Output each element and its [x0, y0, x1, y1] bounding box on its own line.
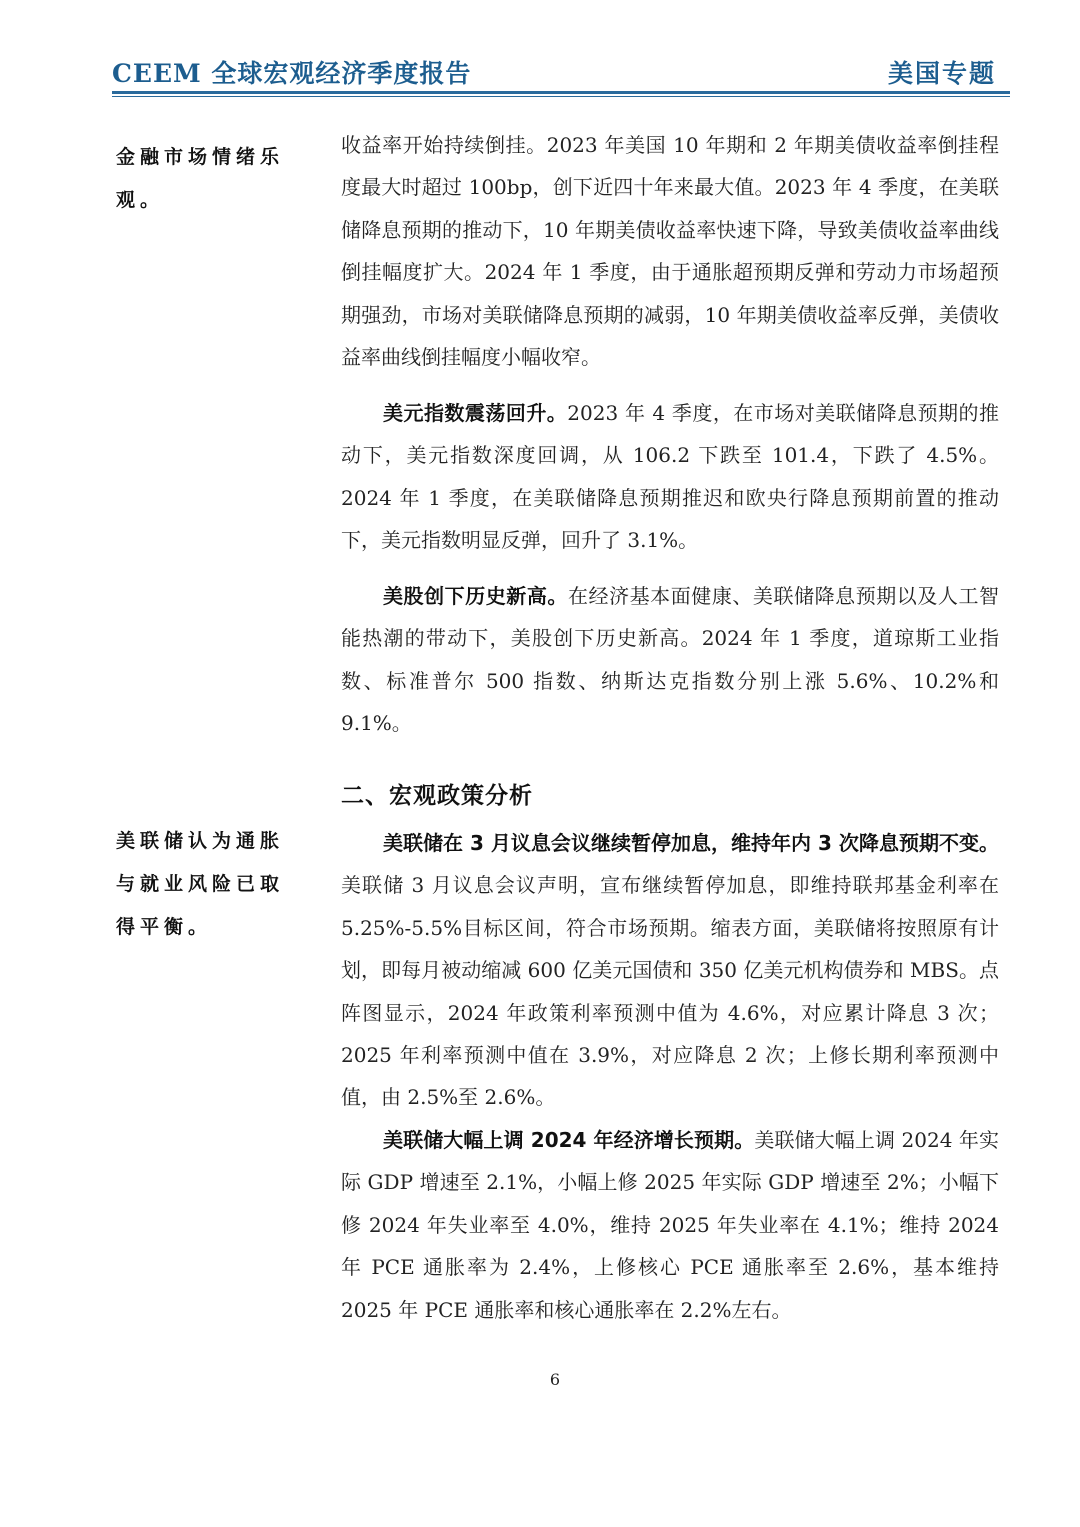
report-topic: 美国专题 — [887, 59, 996, 88]
page-number: 6 — [549, 1370, 561, 1389]
sidenote-market-sentiment: 金融市场情绪乐观。 — [116, 146, 285, 211]
paragraph-lead: 美元指数震荡回升。 — [383, 401, 568, 425]
paragraph-dollar-index: 美元指数震荡回升。2023 年 4 季度，在市场对美联储降息预期的推动下，美元指数深度回调，从 106.2 下跌至 101.4，下跌了 4.5%。2024 年 1 季度，在美联储降息预期推迟和欧央行降息预期前置的推动下，美元指数明显反弹，回升了 3.1%。 — [341, 401, 999, 553]
paragraph-lead: 美股创下历史新高。 — [383, 584, 568, 608]
paragraph-lead: 美联储大幅上调 2024 年经济增长预期。 — [383, 1128, 755, 1152]
section-heading: 二、宏观政策分析 — [341, 783, 533, 809]
paragraph-fed-meeting: 美联储在 3 月议息会议继续暂停加息，维持年内 3 次降息预期不变。美联储 3 月议息会议声明，宣布继续暂停加息，即维持联邦基金利率在 5.25%-5.5%目标区间，符合市场预期。缩表方面，美联储将按照原有计划，即每月被动缩减 600 亿美元国债和 350 亿美元机构债券和 MBS。点阵图显示，2024 年政策利率预测中值为 4.6%，对应累计降息 3 次；2025 年利率预测中值在 3.9%，对应降息 2 次；上修长期利率预测中值，由 2.5%至 2.6%。 — [341, 831, 999, 1110]
paragraph-yield-curve: 收益率开始持续倒挂。2023 年美国 10 年期和 2 年期美债收益率倒挂程度最大时超过 100bp，创下近四十年来最大值。2023 年 4 季度，在美联储降息预期的推动下，10 年期美债收益率快速下降，导致美债收益率曲线倒挂幅度扩大。2024 年 1 季度，由于通胀超预期反弹和劳动力市场超预期强劲，市场对美联储降息预期的减弱，10 年期美债收益率反弹，美债收益率曲线倒挂幅度小幅收窄。 — [341, 133, 999, 370]
report-title: CEEM 全球宏观经济季度报告 — [112, 59, 472, 88]
paragraph-lead: 美联储在 3 月议息会议继续暂停加息，维持年内 3 次降息预期不变。 — [383, 831, 999, 855]
page-header — [112, 54, 1010, 90]
paragraph-fed-growth: 美联储大幅上调 2024 年经济增长预期。美联储大幅上调 2024 年实际 GDP 增速至 2.1%，小幅上修 2025 年实际 GDP 增速至 2%；小幅下修 2024 年失业率至 4.0%，维持 2025 年失业率在 4.1%；维持 2024 年 PCE 通胀率为 2.4%，上修核心 PCE 通胀率至 2.6%，基本维持 2025 年 PCE 通胀率和核心通胀率在 2.2%左右。 — [341, 1128, 999, 1322]
sidenote-fed-balance: 美联储认为通胀与就业风险已取得平衡。 — [116, 830, 285, 938]
header-rule-thick — [112, 91, 1010, 94]
header-rule-thin — [112, 96, 1010, 97]
paragraph-us-stocks: 美股创下历史新高。在经济基本面健康、美联储降息预期以及人工智能热潮的带动下，美股创下历史新高。2024 年 1 季度，道琼斯工业指数、标准普尔 500 指数、纳斯达克指数分别上涨 5.6%、10.2%和 9.1%。 — [341, 584, 1000, 736]
